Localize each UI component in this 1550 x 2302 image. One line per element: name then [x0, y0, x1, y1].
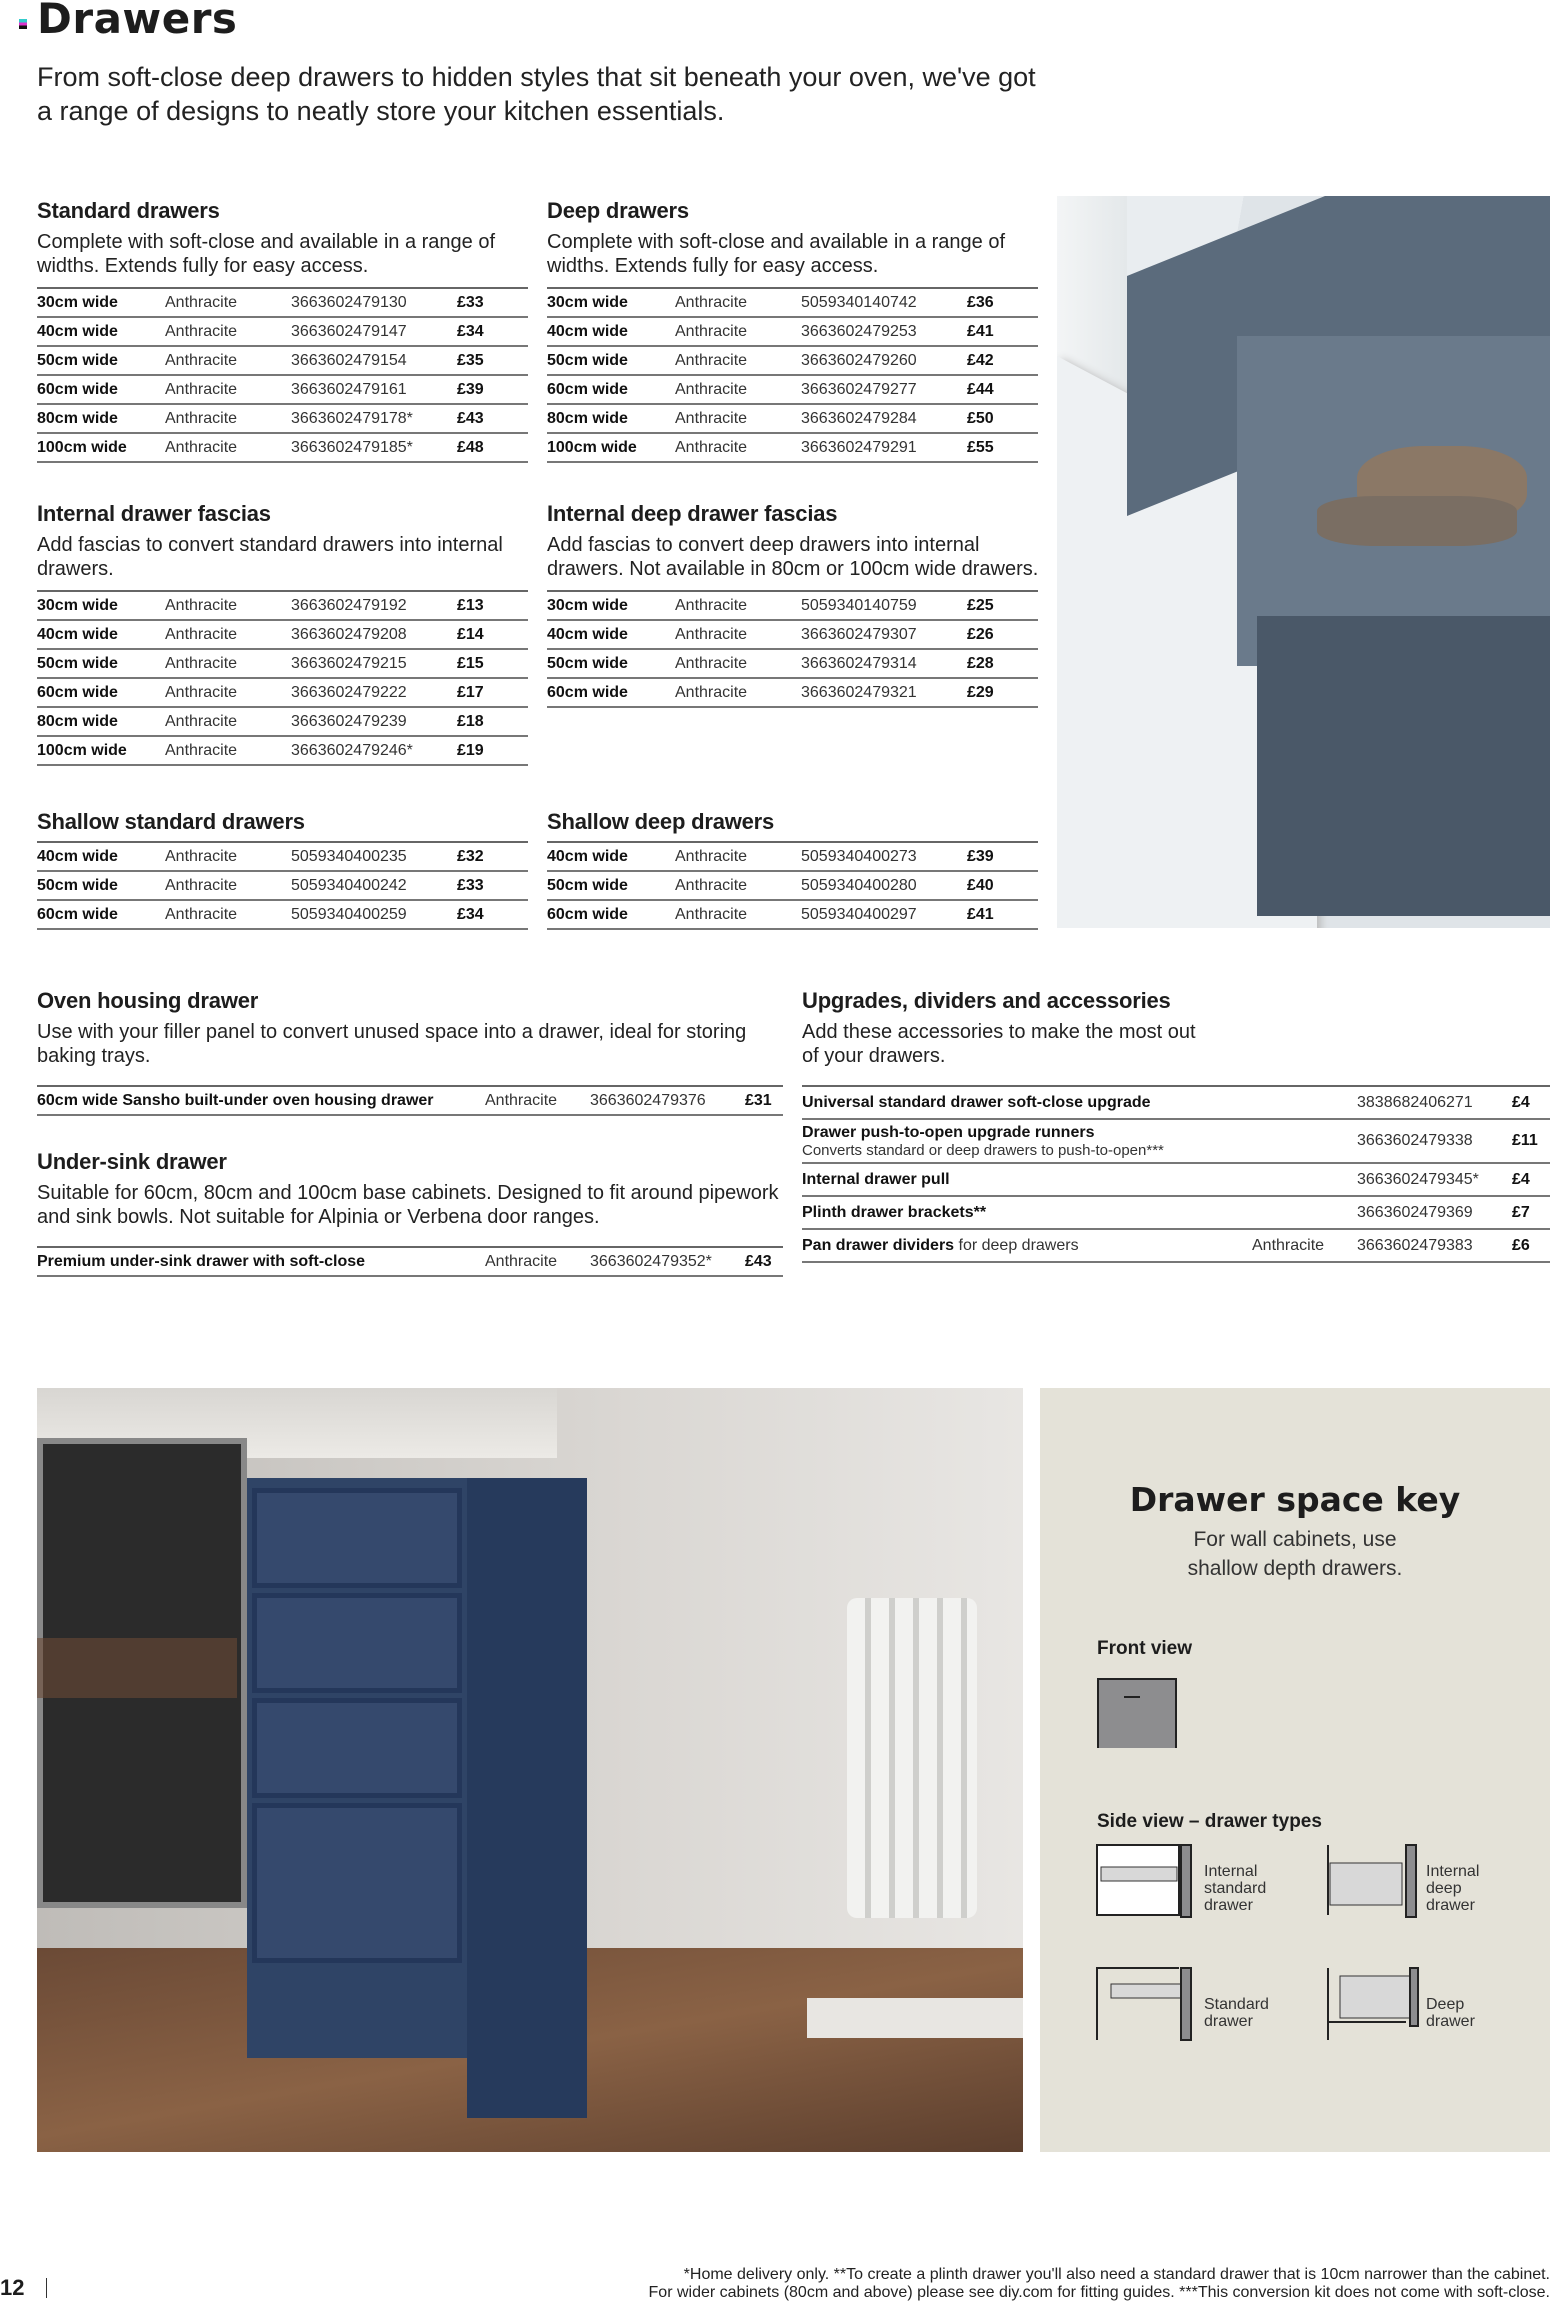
deep-drawer-icon — [1326, 1966, 1426, 2042]
standard-drawer-label: Standard drawer — [1204, 1996, 1269, 2030]
drawer-organiser-photo — [1057, 196, 1550, 928]
product-colour: Anthracite — [675, 346, 801, 375]
key-subtitle-line2: shallow depth drawers. — [1187, 1557, 1403, 1580]
table-row — [547, 288, 1038, 317]
product-code: 3663602479314 — [801, 649, 967, 678]
product-colour: Anthracite — [675, 288, 801, 317]
product-table — [547, 590, 1038, 708]
key-title: Drawer space key — [1129, 1480, 1461, 1519]
product-code: 3663602479161 — [291, 375, 457, 404]
table-row — [37, 649, 528, 678]
product-size: 40cm wide — [547, 620, 675, 649]
product-colour: Anthracite — [165, 433, 291, 462]
footnote-line2: For wider cabinets (80cm and above) please see diy.com for fitting guides. ***This conversion kit does not come with soft-close. — [648, 2284, 1550, 2301]
accessory-name: Internal drawer pull — [802, 1170, 950, 1188]
product-colour: Anthracite — [165, 842, 291, 871]
product-table — [37, 1246, 783, 1277]
product-code: 3663602479352* — [590, 1247, 745, 1276]
product-code: 3663602479246* — [291, 736, 457, 765]
product-price: £34 — [457, 900, 528, 929]
product-price: £40 — [967, 871, 1038, 900]
product-colour: Anthracite — [165, 288, 291, 317]
product-size: 60cm wide — [37, 900, 165, 929]
product-price: £48 — [457, 433, 528, 462]
product-colour: Anthracite — [165, 649, 291, 678]
product-section — [547, 501, 1038, 708]
product-price: £43 — [457, 404, 528, 433]
front-view-drawer-icon — [1097, 1678, 1177, 1748]
product-price: £17 — [457, 678, 528, 707]
section-heading: Deep drawers — [547, 198, 689, 223]
table-row — [547, 900, 1038, 929]
product-size: 60cm wide Sansho built-under oven housing drawer — [37, 1086, 485, 1115]
product-code: 3663602479321 — [801, 678, 967, 707]
print-colour-bar — [19, 19, 27, 29]
accessory-name: Universal standard drawer soft-close upgrade — [802, 1093, 1151, 1111]
product-size: 40cm wide — [37, 842, 165, 871]
product-price: £29 — [967, 678, 1038, 707]
table-row — [547, 346, 1038, 375]
table-row — [37, 404, 528, 433]
product-code: 3663602479277 — [801, 375, 967, 404]
table-row — [802, 1119, 1550, 1163]
product-price: £34 — [457, 317, 528, 346]
table-row — [547, 404, 1038, 433]
table-row — [802, 1229, 1550, 1262]
product-section — [37, 501, 528, 766]
product-price: £13 — [457, 591, 528, 620]
product-size: 50cm wide — [547, 649, 675, 678]
side-view-label: Side view – drawer types — [1097, 1811, 1322, 1832]
product-size: 80cm wide — [547, 404, 675, 433]
product-size: 40cm wide — [547, 842, 675, 871]
product-section — [37, 988, 783, 1116]
product-code: 3663602479185* — [291, 433, 457, 462]
product-size: 40cm wide — [37, 317, 165, 346]
product-size: 50cm wide — [37, 649, 165, 678]
table-row — [802, 1086, 1550, 1119]
product-size: 50cm wide — [547, 871, 675, 900]
product-table — [37, 841, 528, 930]
product-code: 3663602479239 — [291, 707, 457, 736]
product-code: 5059340140759 — [801, 591, 967, 620]
product-table — [37, 590, 528, 766]
section-heading: Internal drawer fascias — [37, 501, 271, 526]
product-code: 3663602479154 — [291, 346, 457, 375]
product-code: 5059340400242 — [291, 871, 457, 900]
table-row — [547, 433, 1038, 462]
section-heading: Oven housing drawer — [37, 988, 259, 1013]
product-size: Premium under-sink drawer with soft-close — [37, 1247, 485, 1276]
product-price: £39 — [967, 842, 1038, 871]
section-heading: Internal deep drawer fascias — [547, 501, 838, 526]
product-size: 60cm wide — [547, 375, 675, 404]
section-desc: Add fascias to convert deep drawers into internal drawers. Not available in 80cm or 100cm wide drawers. — [547, 534, 1039, 580]
front-view-label: Front view — [1097, 1638, 1193, 1659]
table-row — [37, 900, 528, 929]
product-code: 3663602479376 — [590, 1086, 745, 1115]
product-size: 40cm wide — [37, 620, 165, 649]
accessory-code: 3663602479345* — [1357, 1163, 1512, 1196]
deep-drawer-label: Deep drawer — [1426, 1996, 1475, 2030]
section-heading: Under-sink drawer — [37, 1149, 227, 1174]
accessory-name: Drawer push-to-open upgrade runners — [802, 1123, 1095, 1141]
product-colour: Anthracite — [675, 871, 801, 900]
internal-standard-drawer-label: Internal standard drawer — [1204, 1863, 1267, 1914]
table-row — [37, 842, 528, 871]
product-colour: Anthracite — [675, 433, 801, 462]
product-colour: Anthracite — [485, 1247, 590, 1276]
product-colour: Anthracite — [165, 707, 291, 736]
product-size: 50cm wide — [547, 346, 675, 375]
product-colour: Anthracite — [165, 871, 291, 900]
accessory-name-suffix: for deep drawers — [954, 1236, 1079, 1254]
product-price: £33 — [457, 871, 528, 900]
product-size: 60cm wide — [547, 900, 675, 929]
product-price: £44 — [967, 375, 1038, 404]
table-row — [547, 649, 1038, 678]
accessory-code: 3663602479383 — [1357, 1229, 1512, 1262]
accessory-colour — [1252, 1163, 1357, 1196]
product-section — [547, 198, 1038, 463]
product-price: £35 — [457, 346, 528, 375]
key-subtitle-line1: For wall cabinets, use — [1193, 1528, 1397, 1551]
product-size: 60cm wide — [547, 678, 675, 707]
product-price: £19 — [457, 736, 528, 765]
product-colour: Anthracite — [165, 375, 291, 404]
product-price: £32 — [457, 842, 528, 871]
product-size: 30cm wide — [37, 591, 165, 620]
product-code: 5059340400297 — [801, 900, 967, 929]
product-colour: Anthracite — [675, 375, 801, 404]
table-row — [802, 1196, 1550, 1229]
product-code: 3663602479147 — [291, 317, 457, 346]
table-row — [37, 1247, 783, 1276]
product-colour: Anthracite — [165, 900, 291, 929]
product-price: £41 — [967, 900, 1038, 929]
product-colour: Anthracite — [485, 1086, 590, 1115]
product-size: 100cm wide — [37, 736, 165, 765]
table-row — [37, 288, 528, 317]
product-price: £26 — [967, 620, 1038, 649]
footnote-line1: *Home delivery only. **To create a plinth drawer you'll also need a standard drawer that is 10cm narrower than the cabinet. — [683, 2266, 1550, 2283]
internal-deep-drawer-icon — [1326, 1843, 1426, 1919]
product-code: 3663602479208 — [291, 620, 457, 649]
accessory-colour — [1252, 1086, 1357, 1119]
product-colour: Anthracite — [165, 620, 291, 649]
product-code: 3663602479260 — [801, 346, 967, 375]
accessory-subtext: Converts standard or deep drawers to push-to-open*** — [802, 1141, 1164, 1159]
product-price: £25 — [967, 591, 1038, 620]
section-desc: Suitable for 60cm, 80cm and 100cm base cabinets. Designed to fit around pipework and sink bowls. Not suitable for Alpinia or Verbena door ranges. — [37, 1182, 779, 1228]
product-size: 50cm wide — [37, 346, 165, 375]
product-code: 3663602479215 — [291, 649, 457, 678]
table-row — [37, 736, 528, 765]
accessory-price: £11 — [1512, 1119, 1550, 1163]
product-size: 40cm wide — [547, 317, 675, 346]
footnotes — [649, 2266, 1550, 2302]
product-price: £50 — [967, 404, 1038, 433]
product-code: 3663602479178* — [291, 404, 457, 433]
product-code: 5059340400235 — [291, 842, 457, 871]
table-row — [547, 842, 1038, 871]
product-size: 100cm wide — [547, 433, 675, 462]
drawer-space-key-panel — [1040, 1388, 1550, 2152]
accessories-table — [802, 1085, 1550, 1263]
accessory-code: 3838682406271 — [1357, 1086, 1512, 1119]
product-colour: Anthracite — [165, 736, 291, 765]
table-row — [37, 591, 528, 620]
product-colour: Anthracite — [165, 678, 291, 707]
product-table — [37, 287, 528, 463]
product-size: 30cm wide — [547, 591, 675, 620]
section-desc: Add these accessories to make the most out of your drawers. — [802, 1021, 1196, 1067]
product-colour: Anthracite — [165, 591, 291, 620]
section-desc: Complete with soft-close and available in a range of widths. Extends fully for easy access. — [547, 231, 1006, 277]
product-code: 5059340140742 — [801, 288, 967, 317]
table-row — [37, 871, 528, 900]
product-code: 3663602479222 — [291, 678, 457, 707]
accessories-section — [802, 988, 1550, 1263]
product-code: 3663602479192 — [291, 591, 457, 620]
product-colour: Anthracite — [165, 346, 291, 375]
product-section — [37, 198, 528, 463]
product-table — [547, 287, 1038, 463]
product-price: £15 — [457, 649, 528, 678]
product-size: 100cm wide — [37, 433, 165, 462]
product-colour: Anthracite — [675, 900, 801, 929]
section-desc: Use with your filler panel to convert unused space into a drawer, ideal for storing baking trays. — [37, 1021, 747, 1067]
page-title: Drawers — [37, 0, 238, 43]
product-price: £43 — [745, 1247, 783, 1276]
accessory-colour — [1252, 1196, 1357, 1229]
product-price: £33 — [457, 288, 528, 317]
product-size: 60cm wide — [37, 375, 165, 404]
product-colour: Anthracite — [675, 649, 801, 678]
product-colour: Anthracite — [675, 620, 801, 649]
table-row — [37, 707, 528, 736]
section-heading: Shallow deep drawers — [547, 809, 775, 834]
accessory-price: £7 — [1512, 1196, 1550, 1229]
accessory-code: 3663602479338 — [1357, 1119, 1512, 1163]
product-colour: Anthracite — [675, 842, 801, 871]
accessory-code: 3663602479369 — [1357, 1196, 1512, 1229]
table-row — [37, 678, 528, 707]
product-colour: Anthracite — [165, 317, 291, 346]
table-row — [547, 317, 1038, 346]
accessory-colour: Anthracite — [1252, 1229, 1357, 1262]
product-size: 50cm wide — [37, 871, 165, 900]
accessory-price: £4 — [1512, 1086, 1550, 1119]
section-heading: Shallow standard drawers — [37, 809, 305, 834]
internal-deep-drawer-label: Internal deep drawer — [1426, 1863, 1480, 1914]
product-size: 30cm wide — [37, 288, 165, 317]
product-colour: Anthracite — [675, 591, 801, 620]
product-colour: Anthracite — [675, 678, 801, 707]
accessory-price: £6 — [1512, 1229, 1550, 1262]
table-row — [37, 1086, 783, 1115]
standard-drawer-icon — [1095, 1966, 1195, 2042]
product-size: 80cm wide — [37, 404, 165, 433]
table-row — [547, 591, 1038, 620]
product-code: 5059340400280 — [801, 871, 967, 900]
page-number-divider — [46, 2278, 47, 2298]
table-row — [37, 346, 528, 375]
section-desc: Complete with soft-close and available in a range of widths. Extends fully for easy access. — [37, 231, 496, 277]
accessory-colour — [1252, 1119, 1357, 1163]
product-size: 60cm wide — [37, 678, 165, 707]
product-price: £18 — [457, 707, 528, 736]
product-table — [37, 1085, 783, 1116]
product-price: £14 — [457, 620, 528, 649]
page-number: 12 — [0, 2275, 25, 2300]
table-row — [37, 433, 528, 462]
product-table — [547, 841, 1038, 930]
internal-standard-drawer-icon — [1095, 1843, 1195, 1919]
product-colour: Anthracite — [675, 317, 801, 346]
section-desc: Add fascias to convert standard drawers into internal drawers. — [37, 534, 503, 580]
table-row — [547, 620, 1038, 649]
product-code: 3663602479307 — [801, 620, 967, 649]
product-size: 30cm wide — [547, 288, 675, 317]
product-colour: Anthracite — [165, 404, 291, 433]
table-row — [37, 317, 528, 346]
blue-kitchen-photo — [37, 1388, 1023, 2152]
product-price: £42 — [967, 346, 1038, 375]
product-code: 3663602479253 — [801, 317, 967, 346]
section-heading: Standard drawers — [37, 198, 220, 223]
product-size: 80cm wide — [37, 707, 165, 736]
accessory-name: Plinth drawer brackets** — [802, 1203, 987, 1221]
table-row — [37, 620, 528, 649]
table-row — [802, 1163, 1550, 1196]
product-code: 3663602479291 — [801, 433, 967, 462]
product-section — [37, 1149, 783, 1277]
table-row — [547, 375, 1038, 404]
product-price: £31 — [745, 1086, 783, 1115]
accessory-price: £4 — [1512, 1163, 1550, 1196]
table-row — [547, 871, 1038, 900]
accessory-name: Pan drawer dividers — [802, 1236, 955, 1254]
intro-text: From soft-close deep drawers to hidden styles that sit beneath your oven, we've got a range of designs to neatly store your kitchen essentials. — [37, 62, 1036, 126]
product-price: £28 — [967, 649, 1038, 678]
section-heading: Upgrades, dividers and accessories — [802, 988, 1171, 1013]
product-section — [547, 809, 1038, 930]
product-price: £55 — [967, 433, 1038, 462]
product-code: 5059340400273 — [801, 842, 967, 871]
product-price: £41 — [967, 317, 1038, 346]
product-code: 5059340400259 — [291, 900, 457, 929]
product-section — [37, 809, 528, 930]
product-price: £39 — [457, 375, 528, 404]
product-colour: Anthracite — [675, 404, 801, 433]
product-code: 3663602479130 — [291, 288, 457, 317]
table-row — [547, 678, 1038, 707]
product-code: 3663602479284 — [801, 404, 967, 433]
table-row — [37, 375, 528, 404]
product-price: £36 — [967, 288, 1038, 317]
